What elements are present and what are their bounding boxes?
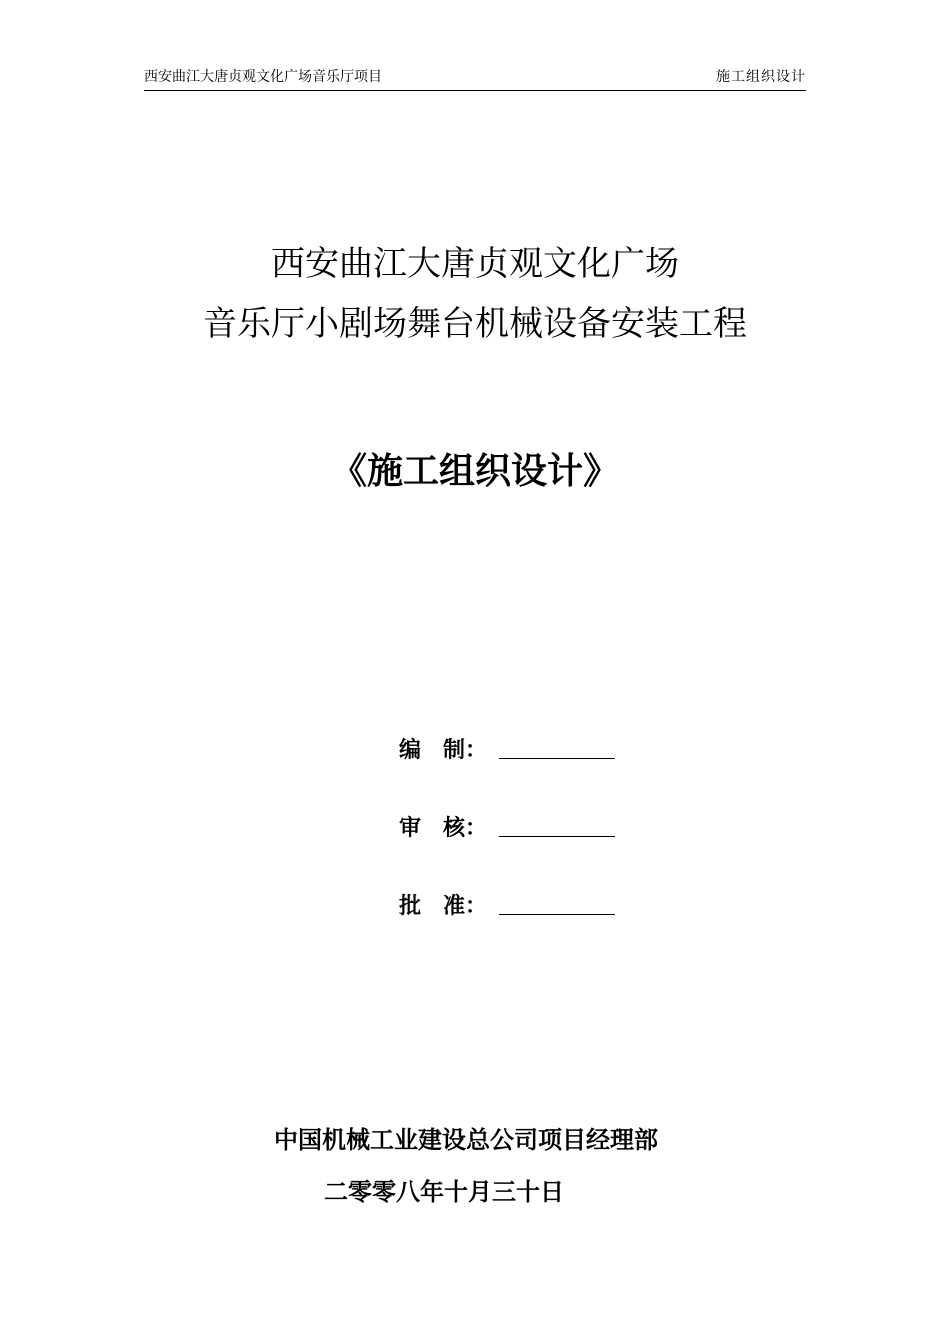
signature-line-reviewed: [499, 812, 615, 837]
document-title: 《施工组织设计》: [330, 450, 619, 492]
signature-label-reviewed: 审 核：: [399, 815, 488, 841]
signature-line-prepared: [499, 734, 615, 759]
document-date: 二零零八年十月三十日: [324, 1177, 564, 1206]
signature-row-reviewed: [399, 812, 615, 844]
header-document-type: 施工组织设计: [716, 69, 806, 85]
signature-row-approved: [399, 890, 615, 922]
signature-row-prepared: [399, 734, 615, 766]
project-title-line1: 西安曲江大唐贞观文化广场: [271, 244, 679, 284]
signature-line-approved: [499, 890, 615, 915]
signature-label-approved: 批 准：: [399, 893, 488, 919]
signature-label-prepared: 编 制：: [399, 737, 488, 763]
page-header: [144, 66, 806, 91]
organization-name: 中国机械工业建设总公司项目经理部: [274, 1125, 658, 1154]
header-project-name: 西安曲江大唐贞观文化广场音乐厅项目: [144, 69, 382, 85]
project-title-line2: 音乐厅小剧场舞台机械设备安装工程: [203, 304, 747, 344]
